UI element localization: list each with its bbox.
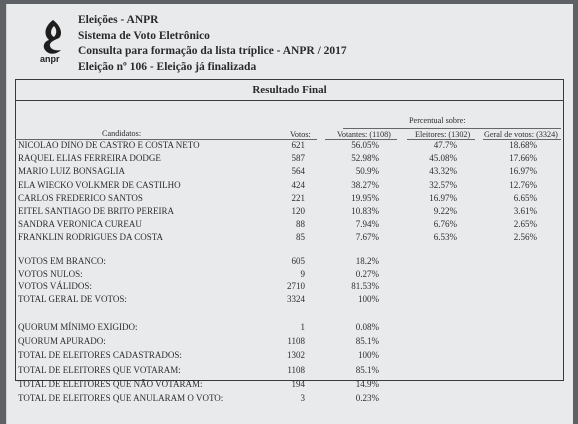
voters-header: Votantes: (1108) <box>337 130 391 139</box>
summary-label: VOTOS VÁLIDOS: <box>18 281 92 292</box>
summary-percent: 18.2% <box>355 256 379 266</box>
quorum-value: 1108 <box>287 336 305 347</box>
summary-percent: 0.27% <box>355 268 379 279</box>
candidate-electors-percent: 43.32% <box>429 166 457 177</box>
summary-percent: 81.53% <box>351 281 379 292</box>
quorum-label: QUORUM MÍNIMO EXIGIDO: <box>18 322 138 332</box>
section-title: Resultado Final <box>15 79 564 101</box>
percent-header: Percentual sobre: <box>409 116 466 125</box>
candidate-total-percent: 17.66% <box>509 153 537 164</box>
candidate-electors-percent: 6.76% <box>433 219 457 230</box>
quorum-percent: 0.23% <box>355 393 379 403</box>
quorum-percent: 0.08% <box>355 322 379 332</box>
quorum-value: 3 <box>300 393 305 403</box>
candidate-electors-percent: 6.53% <box>433 232 457 243</box>
quorum-percent: 100% <box>358 350 379 361</box>
candidate-total-percent: 6.65% <box>513 192 537 203</box>
candidate-electors-percent: 9.22% <box>433 206 457 216</box>
votes-header: Votos: <box>290 130 311 139</box>
candidate-electors-percent: 45.08% <box>429 153 457 164</box>
candidate-name: FRANKLIN RODRIGUES DA COSTA <box>18 232 164 243</box>
candidate-name: RAQUEL ELIAS FERREIRA DODGE <box>18 153 161 164</box>
candidate-name: CARLOS FREDERICO SANTOS <box>18 192 143 203</box>
quorum-percent: 85.1% <box>355 336 379 347</box>
candidate-votes: 587 <box>291 153 305 164</box>
quorum-percent: 14.9% <box>355 378 379 389</box>
quorum-label: TOTAL DE ELEITORES QUE ANULARAM O VOTO: <box>18 393 224 403</box>
header-line-2: Sistema de Voto Eletrônico <box>78 29 210 42</box>
logo-text: anpr <box>40 54 60 64</box>
summary-value: 2710 <box>287 281 305 292</box>
quorum-label: TOTAL DE ELEITORES CADASTRADOS: <box>18 350 182 361</box>
summary-value: 605 <box>291 256 305 266</box>
candidate-voters-percent: 52.98% <box>351 153 379 164</box>
candidate-total-percent: 2.56% <box>513 232 537 243</box>
candidate-voters-percent: 10.83% <box>351 206 379 216</box>
candidate-votes: 221 <box>291 192 305 203</box>
candidate-votes: 621 <box>291 140 305 150</box>
candidate-total-percent: 16.97% <box>509 166 537 177</box>
candidate-electors-percent: 47.7% <box>433 140 457 150</box>
candidate-votes: 424 <box>291 179 305 190</box>
candidate-name: MARIO LUIZ BONSAGLIA <box>18 166 125 177</box>
candidate-voters-percent: 50.9% <box>355 166 379 177</box>
candidate-voters-percent: 7.67% <box>355 232 379 243</box>
candidate-name: ELA WIECKO VOLKMER DE CASTILHO <box>18 179 181 190</box>
candidate-electors-percent: 32.57% <box>429 179 457 190</box>
document-header <box>78 13 347 75</box>
quorum-label: QUORUM APURADO: <box>18 336 106 347</box>
candidate-electors-percent: 16.97% <box>429 192 457 203</box>
candidate-voters-percent: 56.05% <box>351 140 379 150</box>
quorum-label: TOTAL DE ELEITORES QUE VOTARAM: <box>18 364 181 375</box>
candidate-total-percent: 12.76% <box>509 179 537 190</box>
summary-percent: 100% <box>358 293 379 304</box>
summary-value: 3324 <box>287 293 305 304</box>
candidate-total-percent: 18.68% <box>509 140 537 150</box>
total-header: Geral de votos: (3324) <box>484 130 558 139</box>
summary-label: VOTOS EM BRANCO: <box>18 256 106 266</box>
candidate-votes: 120 <box>291 206 305 216</box>
quorum-percent: 85.1% <box>355 364 379 375</box>
header-line-1: Eleições - ANPR <box>78 14 159 26</box>
candidate-votes: 88 <box>296 219 305 230</box>
candidate-total-percent: 3.61% <box>513 206 537 216</box>
summary-label: TOTAL GERAL DE VOTOS: <box>18 293 127 304</box>
header-line-4: Eleição nº 106 - Eleição já finalizada <box>78 60 257 73</box>
candidate-voters-percent: 19.95% <box>351 192 379 203</box>
candidate-name: SANDRA VERONICA CUREAU <box>18 219 142 230</box>
document-page <box>6 4 573 424</box>
summary-label: VOTOS NULOS: <box>18 268 83 279</box>
candidates-header: Candidatos: <box>102 129 142 138</box>
candidate-voters-percent: 7.94% <box>355 219 379 230</box>
quorum-value: 1302 <box>287 350 305 361</box>
candidate-voters-percent: 38.27% <box>351 179 379 190</box>
quorum-value: 1 <box>300 322 305 332</box>
electors-header: Eleitores: (1302) <box>415 130 471 139</box>
percent-header-rule <box>343 128 561 129</box>
quorum-value: 194 <box>291 378 305 389</box>
candidate-name: NICOLAO DINO DE CASTRO E COSTA NETO <box>18 140 200 150</box>
candidate-name: EITEL SANTIAGO DE BRITO PEREIRA <box>18 206 174 216</box>
candidate-total-percent: 2.65% <box>513 219 537 230</box>
candidate-votes: 85 <box>296 232 305 243</box>
header-line-3: Consulta para formação da lista tríplice - ANPR / 2017 <box>78 45 347 57</box>
candidate-votes: 564 <box>291 166 305 177</box>
summary-value: 9 <box>300 268 305 279</box>
quorum-value: 1108 <box>287 364 305 375</box>
quorum-label: TOTAL DE ELEITORES QUE NÃO VOTARAM: <box>18 378 203 389</box>
